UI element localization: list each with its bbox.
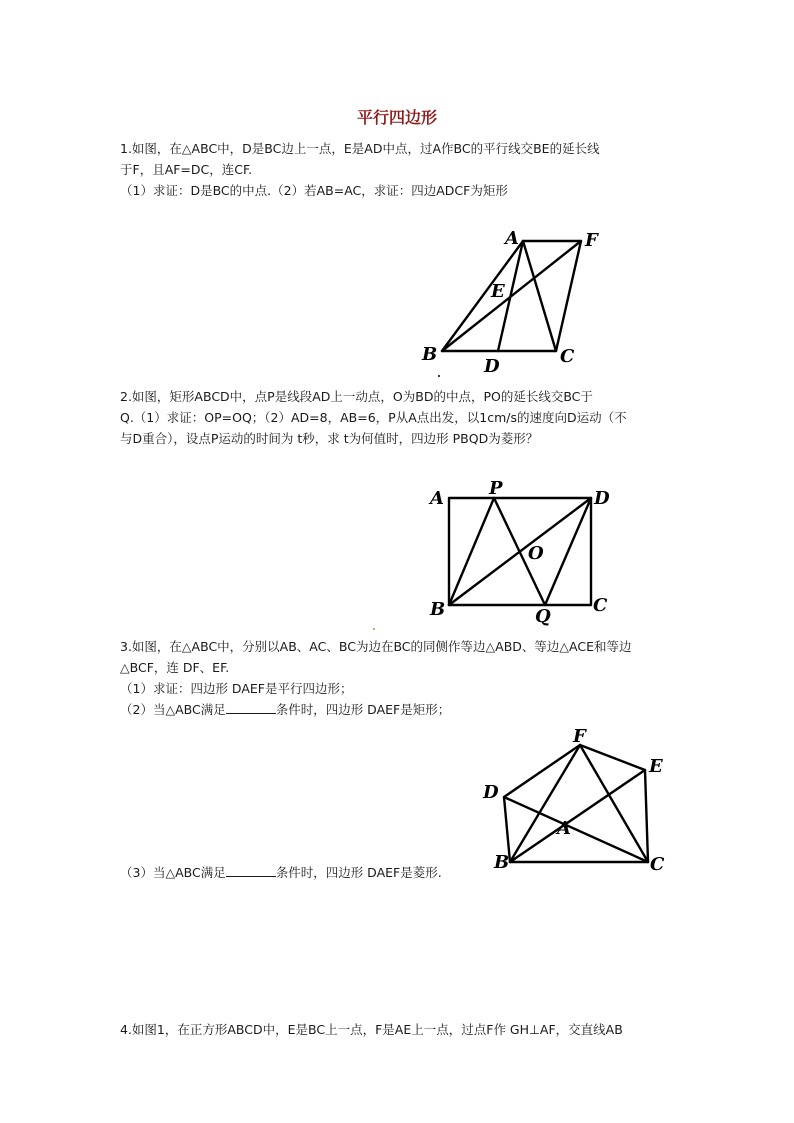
- label-P: P: [489, 478, 503, 499]
- problem-line: 1.如图，在△ABC中，D是BC边上一点，E是AD中点，过A作BC的平行线交BE的延长线: [120, 141, 600, 156]
- label-B: B: [494, 852, 510, 873]
- problem-line: 2.如图，矩形ABCD中，点P是线段AD上一动点，O为BD的中点，PO的延长线交BC于: [120, 389, 593, 404]
- page-title: 平行四边形: [356, 108, 437, 127]
- label-A: A: [557, 818, 571, 839]
- label-C: C: [650, 854, 665, 875]
- problem-line: 4.如图1，在正方形ABCD中，E是BC上一点，F是AE上一点，过点F作 GH⊥AF，交直线AB: [120, 1022, 623, 1037]
- label-C: C: [593, 595, 608, 616]
- problem-line: （1）求证：D是BC的中点.（2）若AB=AC，求证：四边ADCF为矩形: [120, 183, 508, 198]
- problem-4-text: [120, 1019, 680, 1040]
- label-Q: Q: [535, 606, 551, 627]
- label-E: E: [649, 756, 663, 777]
- label-D: D: [484, 356, 500, 377]
- problem-line: 3.如图，在△ABC中，分别以AB、AC、BC为边在BC的同侧作等边△ABD、等边△ACE和等边: [120, 639, 632, 654]
- problem-line: 于F，且AF=DC，连CF.: [120, 162, 253, 177]
- segment-BE: [510, 770, 645, 862]
- segment-FC: [580, 745, 648, 862]
- problem-line: （1）求证：四边形 DAEF是平行四边形；: [120, 681, 353, 696]
- label-B: B: [422, 344, 438, 365]
- problem-line-blank: （2）当△ABC满足 条件时，四边形 DAEF是矩形；: [120, 699, 680, 720]
- label-D: D: [594, 488, 610, 509]
- label-A: A: [505, 228, 519, 249]
- label-O: O: [528, 543, 544, 564]
- problem-line: Q.（1）求证：OP=OQ；（2）AD=8，AB=6，P从A点出发，以1cm/s的速度向D运动（不: [120, 410, 627, 425]
- problem-line: △BCF，连 DF、EF.: [120, 660, 230, 675]
- label-F: F: [585, 230, 598, 251]
- label-A: A: [430, 488, 444, 509]
- label-D: D: [483, 782, 499, 803]
- pentagon-outline: [504, 745, 648, 862]
- problem-3-part-3: （3）当△ABC满足 条件时，四边形 DAEF是菱形.: [120, 862, 680, 883]
- label-C: C: [560, 346, 575, 367]
- answer-blank[interactable]: [226, 862, 276, 877]
- label-F: F: [573, 726, 586, 747]
- label-B: B: [430, 599, 446, 620]
- problem-line: 与D重合），设点P运动的时间为 t秒，求 t为何值时，四边形 PBQD为菱形？: [120, 431, 539, 446]
- label-E: E: [491, 281, 505, 302]
